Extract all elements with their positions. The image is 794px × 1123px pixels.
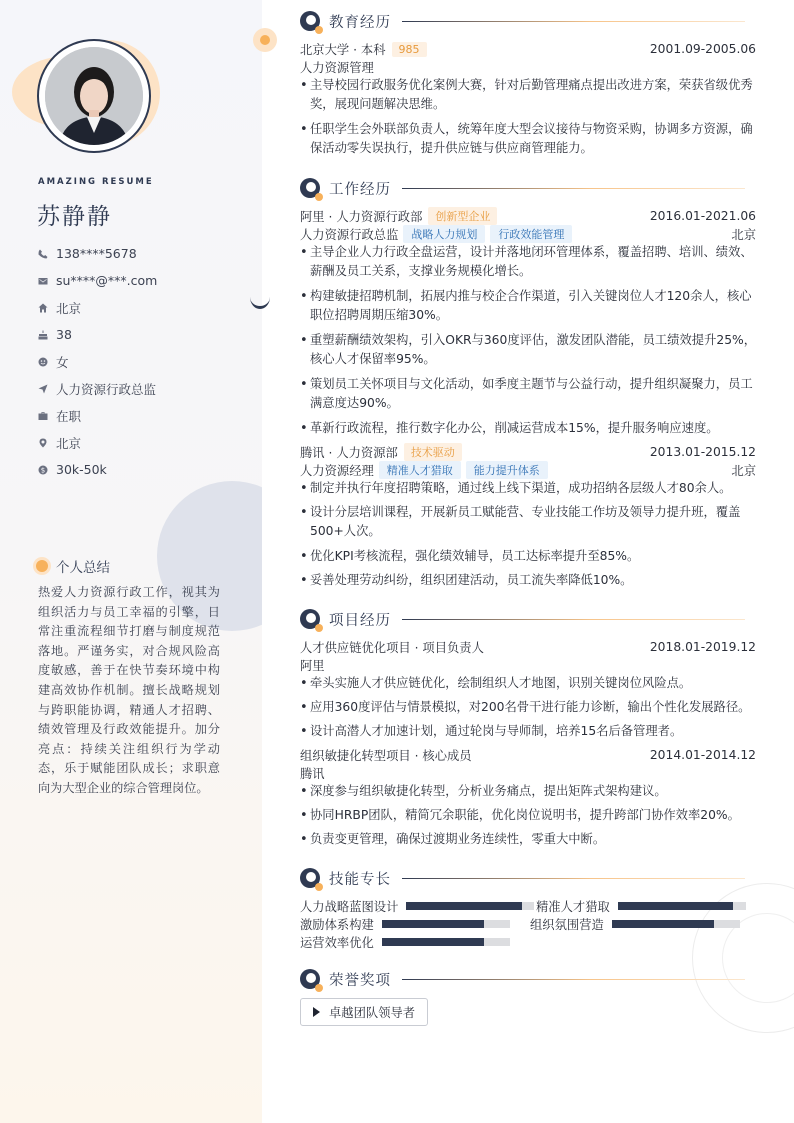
skill-tag: 能力提升体系 [466,461,548,479]
section-icon [300,969,320,989]
list-item: • 革新行政流程，推行数字化办公，削减运营成本15%，提升服务响应速度。 [300,419,756,438]
company-name: 腾讯 · 人力资源部 [300,446,398,460]
section-divider [402,619,745,620]
info-position-text: 人力资源行政总监 [56,381,157,397]
job-city: 北京 [731,464,756,478]
salary-icon [38,465,48,475]
company-tag: 技术驱动 [404,443,462,461]
skill-item [300,897,534,915]
section-icon [300,609,320,629]
avatar [45,47,143,145]
list-item: • 优化KPI考核流程，强化绩效辅导，员工达标率提升至85%。 [300,547,756,566]
skill-name: 激励体系构建 [300,918,374,932]
list-item: • 牵头实施人才供应链优化，绘制组织人才地图，识别关键岗位风险点。 [300,674,756,693]
list-item: • 主导企业人力行政全盘运营，设计并落地闭环管理体系，覆盖招聘、培训、绩效、薪酬及员工关系，支撑业务规模化增长。 [300,243,756,281]
project-org [300,764,756,782]
project-header [300,746,756,764]
section-title: 技能专长 [329,871,391,888]
skill-level [612,920,714,928]
info-salary [38,456,248,483]
section-title: 荣誉奖项 [329,972,391,989]
skill-bar [406,902,534,910]
school-name: 北京大学 · 本科 [300,43,386,57]
list-item: • 策划员工关怀项目与文化活动，如季度主题节与公益行动，提升组织凝聚力，员工满意度达90%。 [300,375,756,413]
education-major [300,58,756,76]
list-item: • 深度参与组织敏捷化转型，分析业务痛点，提出矩阵式架构建议。 [300,782,756,801]
job-date: 2013.01-2015.12 [649,445,756,459]
send-icon [38,384,48,394]
skill-level [382,938,484,946]
project-org [300,656,756,674]
section-title: 项目经历 [329,612,391,629]
skill-name: 精准人才猎取 [536,900,610,914]
job-header [300,207,756,225]
info-age-text: 38 [56,327,72,342]
list-item: • 设计分层培训课程，开展新员工赋能营、专业技能工作坊及领导力提升班，覆盖500+人次。 [300,503,756,541]
info-email-text: su****@***.com [56,273,158,288]
job-city: 北京 [731,228,756,242]
job-position-row [300,225,756,243]
school-tag: 985 [392,42,427,57]
info-email [38,267,248,294]
section-skills-heading [300,867,745,889]
list-item: • 构建敏捷招聘机制，拓展内推与校企合作渠道，引入关键岗位人才120余人，核心职位招聘周期压缩30%。 [300,287,756,325]
section-work-heading [300,177,745,199]
project-name: 人才供应链优化项目 · 项目负责人 [300,641,484,655]
section-projects-heading [300,608,745,630]
project-date: 2014.01-2014.12 [649,748,756,762]
section-icon [300,178,320,198]
skill-name: 人力战略蓝图设计 [300,900,399,914]
skill-item [300,933,510,951]
skill-tag: 行政效能管理 [490,225,572,243]
skill-bar [382,920,510,928]
skill-bar [618,902,746,910]
section-divider [402,979,745,980]
info-home [38,294,248,321]
award-name: 卓越团队领导者 [329,1006,416,1020]
decor-arc [250,285,270,309]
info-location [38,429,248,456]
skill-name: 组织氛围营造 [530,918,604,932]
section-divider [402,878,745,879]
project-date: 2018.01-2019.12 [649,640,756,654]
list-item: • 妥善处理劳动纠纷，组织团建活动，员工流失率降低10%。 [300,571,756,590]
svg-text:$: $ [40,466,46,474]
info-age [38,321,248,348]
summary-text: 热爱人力资源行政工作，视其为组织活力与员工幸福的引擎，日常注重流程细节打磨与制度规范落地。严谨务实，对合规风险高度敏感，善于在快节奏环境中构建高效协作机制。擅长战略规划与跨职能协调，精通人才招聘、绩效管理及行政效能提升。加分亮点：持续关注组织行为学动态，乐于赋能团队成长；求职意向为大型企业的综合管理岗位。 [38,585,220,795]
company-tag: 创新型企业 [428,207,497,225]
education-date: 2001.09-2005.06 [649,42,756,56]
list-item: • 主导校园行政服务优化案例大赛，针对后勤管理痛点提出改进方案，荣获省级优秀奖，展现问题解决思维。 [300,76,756,114]
skill-level [618,902,733,910]
info-gender-text: 女 [56,354,69,370]
brand-label: AMAZING RESUME [38,177,154,187]
sidebar [0,0,262,1123]
info-gender [38,348,248,375]
skill-level [382,920,484,928]
list-item: • 协同HRBP团队，精简冗余职能，优化岗位说明书，提升跨部门协作效率20%。 [300,806,756,825]
gender-icon [38,357,48,367]
list-item: • 应用360度评估与情景模拟，对200名骨干进行能力诊断，输出个性化发展路径。 [300,698,756,717]
section-title: 工作经历 [329,181,391,198]
info-status [38,402,248,429]
job-position-row [300,461,756,479]
section-icon [300,11,320,31]
phone-icon [38,249,48,259]
avatar-frame [37,39,151,153]
skill-tag: 精准人才猎取 [379,461,461,479]
info-position [38,375,248,402]
award-badge [300,998,428,1026]
info-salary-text: 30k-50k [56,462,107,477]
job-date: 2016.01-2021.06 [649,209,756,223]
home-icon [38,303,48,313]
list-item: • 制定并执行年度招聘策略，通过线上线下渠道，成功招纳各层级人才80余人。 [300,479,756,498]
section-education-heading [300,10,745,32]
info-location-text: 北京 [56,435,82,451]
section-icon [300,868,320,888]
education-header [300,40,756,58]
summary-title: 个人总结 [56,560,110,576]
skill-bar [382,938,510,946]
briefcase-icon [38,411,48,421]
job-position: 人力资源经理 [300,464,374,478]
list-item: • 任职学生会外联部负责人，统筹年度大型会议接待与物资采购，协调多方资源，确保活动零失误执行，提升供应链与供应商管理能力。 [300,120,756,158]
info-phone [38,240,248,267]
bullet-dot-icon [36,560,48,572]
candidate-name: 苏静静 [37,204,112,230]
project-org-text: 阿里 [300,659,325,673]
section-divider [402,21,745,22]
play-icon [313,1007,320,1017]
skill-item [530,915,740,933]
major-text: 人力资源管理 [300,61,374,75]
company-name: 阿里 · 人力资源行政部 [300,210,423,224]
section-divider [402,188,745,189]
mail-icon [38,276,48,286]
section-awards-heading [300,968,745,990]
project-name: 组织敏捷化转型项目 · 核心成员 [300,749,472,763]
skill-level [406,902,521,910]
skill-item [536,897,746,915]
skill-item [300,915,510,933]
job-position: 人力资源行政总监 [300,228,399,242]
project-org-text: 腾讯 [300,767,325,781]
list-item: • 重塑薪酬绩效架构，引入OKR与360度评估，激发团队潜能，员工绩效提升25%，核心人才保留率95%。 [300,331,756,369]
skill-name: 运营效率优化 [300,936,374,950]
cake-icon [38,330,48,340]
contact-info [38,240,248,483]
info-phone-text: 138****5678 [56,246,137,261]
location-pin-icon [38,438,48,448]
list-item: • 负责变更管理，确保过渡期业务连续性，零重大中断。 [300,830,756,849]
info-status-text: 在职 [56,408,82,424]
section-title: 教育经历 [329,14,391,31]
decor-dot [253,28,277,52]
project-header [300,638,756,656]
job-header [300,443,756,461]
summary-heading [36,556,110,576]
list-item: • 设计高潜人才加速计划，通过轮岗与导师制，培养15名后备管理者。 [300,722,756,741]
skill-tag: 战略人力规划 [403,225,485,243]
skill-bar [612,920,740,928]
info-home-text: 北京 [56,300,82,316]
